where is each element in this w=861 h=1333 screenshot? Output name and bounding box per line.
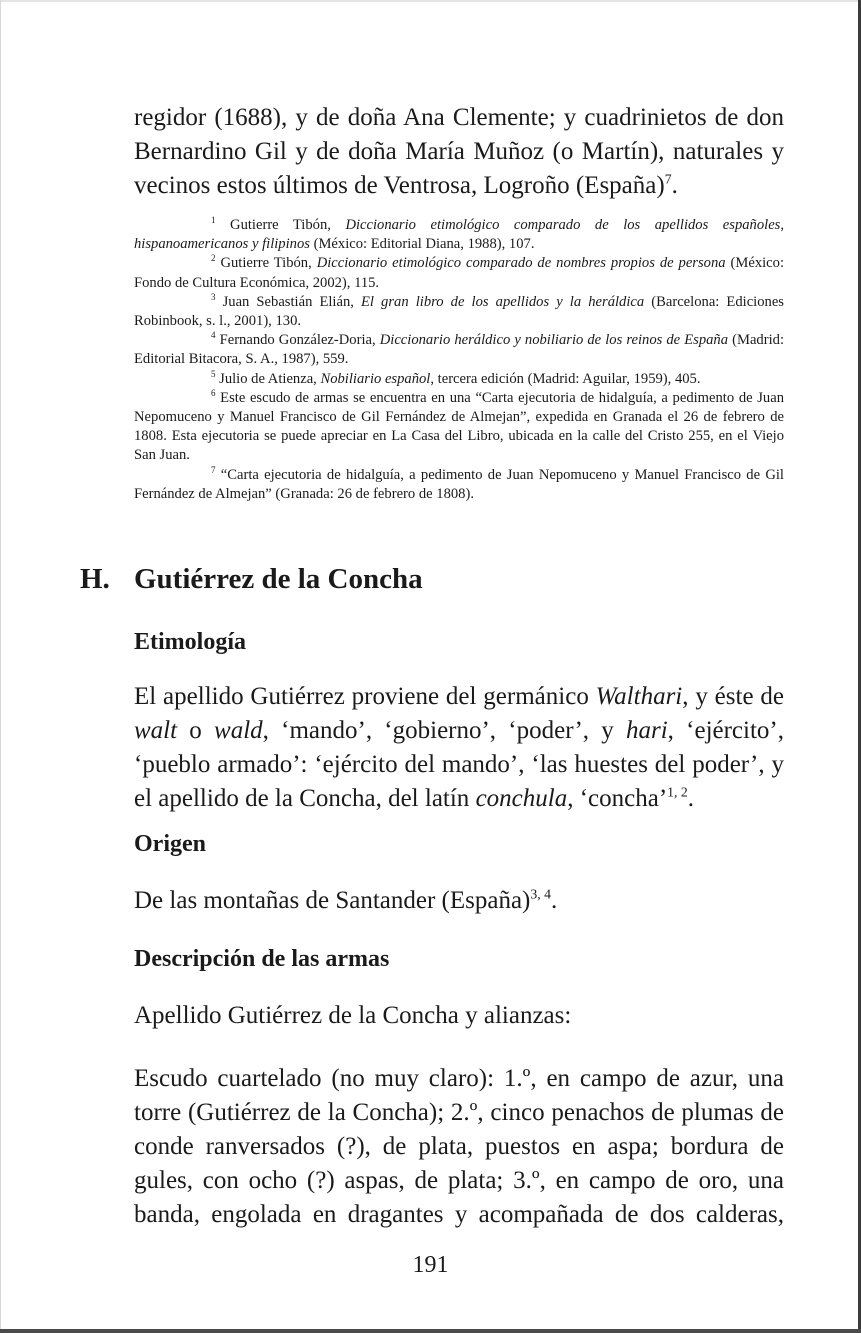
footnote-4 [134, 331, 784, 369]
footnote-text: Julio de Atienza, [219, 370, 321, 387]
footnote-number: 3 [211, 291, 216, 302]
footnote-text: Juan Sebastián Elián, [222, 293, 361, 310]
origen-text: . [551, 887, 558, 914]
etimologia-italic: conchula [475, 785, 568, 812]
armas-heading: Descripción de las armas [134, 946, 390, 972]
paragraph-line-text: vecinos estos últimos de Ventrosa, Logroño (España) [134, 172, 665, 199]
etimologia-italic: Walthari [595, 683, 683, 710]
footnote-2 [134, 254, 784, 292]
paragraph-line [134, 169, 784, 203]
footnote-text: Este escudo de armas se encuentra en una “Carta ejecutoria de hidalguía, a pedimento de Juan Nepomuceno y Manuel Francisco de Gil Fernández de Almejan”, expedida en Granada el 26 de febrero de 1808. Esta ejecutoria se puede apreciar en La Casa del Libro, ubicada en la calle del Cristo 255, en el Viejo San Juan. [134, 389, 785, 464]
footnote-text: Fernando González-Doria, [219, 332, 380, 349]
etimologia-text: El apellido Gutiérrez proviene del germánico [134, 683, 596, 710]
footnote-text: “Carta ejecutoria de hidalguía, a pedimento de Juan Nepomuceno y Manuel Francisco de Gil Fernández de Almejan” (Granada: 26 de febrero de 1808). [134, 466, 784, 502]
page-left-edge [0, 0, 1, 1333]
footnote-title: El gran libro de los apellidos y la heráldica [361, 293, 645, 310]
etimologia-italic: walt [134, 717, 178, 744]
footnote-ref: 1, 2 [667, 784, 688, 800]
etimologia-italic: wald [214, 717, 263, 744]
etimologia-text: o [177, 717, 215, 744]
footnote-ref: 7 [664, 171, 672, 187]
origen-paragraph [134, 884, 784, 918]
etimologia-text: , ‘mando’, ‘gobierno’, ‘poder’, y [262, 717, 626, 744]
footnote-number: 7 [211, 464, 216, 475]
etimologia-text: , ‘ejército’, ‘pueblo armado’: ‘ejército del mando’, ‘las huestes del poder’, y el apellido de la Concha, del latín [134, 717, 784, 812]
page-number: 191 [412, 1252, 449, 1278]
footnote-number: 6 [211, 387, 216, 398]
armas-paragraph: Escudo cuartelado (no muy claro): 1.º, en campo de azur, una torre (Gutiérrez de la Concha); 2.º, cinco penachos de plumas de conde ranversados (?), de plata, puestos en aspa; bordura de gules, con ocho (?) aspas, de plata; 3.º, en campo de oro, una banda, engolada en dragantes y acompañada de dos calderas, [134, 1065, 784, 1228]
paragraph-line: Bernardino Gil y de doña María Muñoz (o Martín), naturales y [134, 138, 784, 165]
etimologia-heading: Etimología [134, 629, 246, 655]
footnote-text: (México: Editorial Diana, 1988), 107. [309, 236, 535, 253]
footnotes [134, 216, 784, 504]
footnote-5 [134, 370, 784, 389]
footnote-text: (Madrid: Editorial Bitacora, S. A., 1987), 559. [134, 332, 784, 368]
footnote-ref: 3, 4 [530, 886, 552, 902]
etimologia-italic: hari [625, 717, 668, 744]
footnote-title: Diccionario etimológico comparado de los apellidos españoles, hispanoamericanos y filipinos [134, 217, 784, 253]
page-top-edge [0, 0, 861, 2]
footnote-number: 5 [211, 368, 216, 379]
footnote-number: 1 [211, 215, 216, 226]
continued-paragraph [134, 101, 784, 203]
footnote-3 [134, 293, 784, 331]
paragraph-line: regidor (1688), y de doña Ana Clemente; y cuadrinietos de don [134, 104, 784, 131]
origen-heading: Origen [134, 831, 206, 857]
armas-intro: Apellido Gutiérrez de la Concha y alianzas: [134, 1002, 572, 1029]
footnote-title: Nobiliario español [320, 370, 431, 387]
page-bottom-edge [0, 1329, 861, 1333]
etimologia-text: . [687, 785, 695, 812]
origen-text: De las montañas de Santander (España) [134, 887, 531, 914]
etimologia-text: , ‘concha’ [567, 785, 668, 812]
section-letter: H. [80, 563, 110, 595]
footnote-title: Diccionario etimológico comparado de nombres propios de persona [316, 255, 726, 272]
footnote-text: (Barcelona: Ediciones Robinbook, s. l., 2001), 130. [134, 293, 784, 330]
footnote-6 [134, 389, 784, 466]
footnote-number: 2 [211, 253, 216, 264]
paragraph-end: . [671, 172, 678, 199]
footnote-text: Gutierre Tibón, [220, 255, 317, 272]
footnote-7 [134, 466, 784, 504]
etimologia-text: , y éste de [682, 683, 784, 710]
etimologia-paragraph [134, 680, 784, 816]
footnote-number: 4 [211, 330, 216, 341]
footnote-title: Diccionario heráldico y nobiliario de los reinos de España [379, 332, 729, 349]
footnote-1 [134, 216, 784, 254]
footnote-text: (México: Fondo de Cultura Económica, 2002), 115. [134, 255, 784, 291]
footnote-text: Gutierre Tibón, [230, 217, 346, 233]
section-title: Gutiérrez de la Concha [134, 563, 423, 595]
footnote-text: , tercera edición (Madrid: Aguilar, 1959), 405. [430, 370, 701, 387]
